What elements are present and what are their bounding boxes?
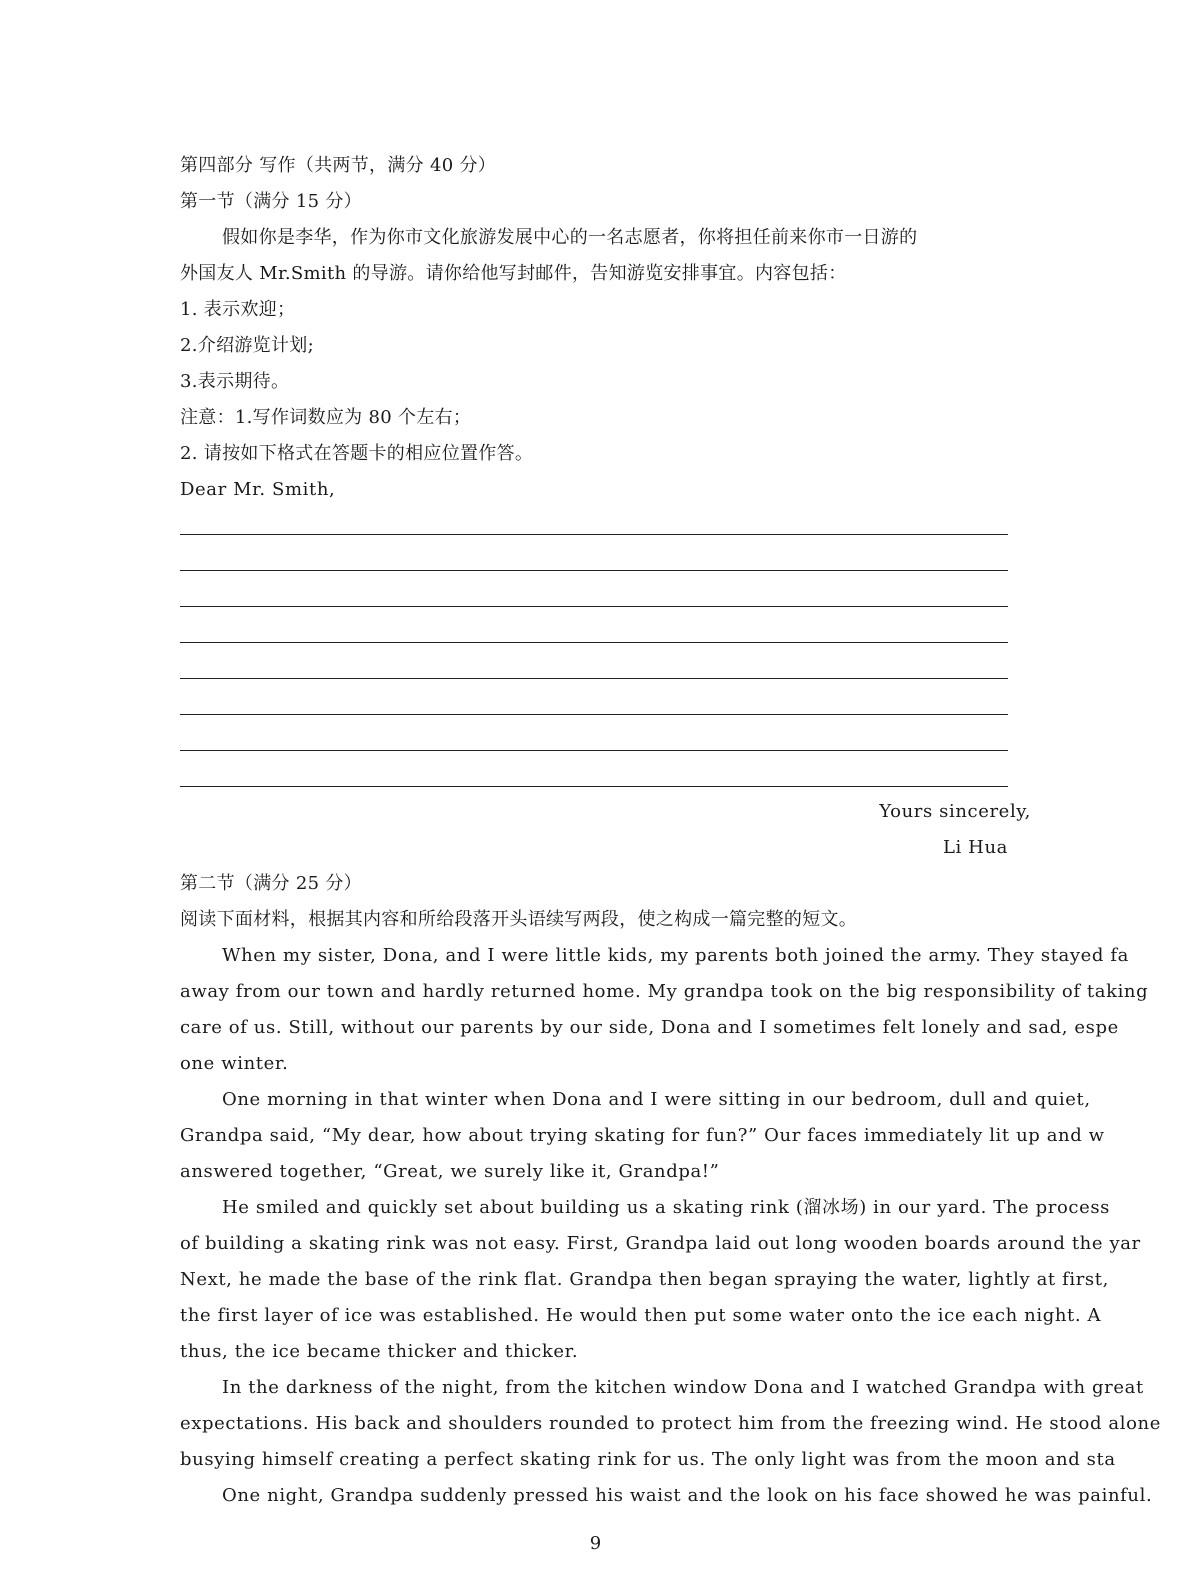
part-heading: 第四部分 写作（共两节，满分 40 分） [180, 155, 497, 176]
answer-line [180, 678, 1008, 679]
letter-closing: Yours sincerely, [879, 801, 1031, 822]
page-number: 9 [589, 1533, 602, 1554]
passage-line: care of us. Still, without our parents by our side, Dona and I sometimes felt lonely and sad, espe [180, 1017, 1119, 1038]
section2-heading: 第二节（满分 25 分） [180, 873, 362, 894]
prompt-line-2: 外国友人 Mr.Smith 的导游。请你给他写封邮件，告知游览安排事宜。内容包括： [180, 263, 847, 284]
passage-line: One night, Grandpa suddenly pressed his waist and the look on his face showed he was painful. [222, 1485, 1153, 1506]
note-2: 2. 请按如下格式在答题卡的相应位置作答。 [180, 443, 534, 464]
passage-line: away from our town and hardly returned home. My grandpa took on the big responsibility of taking [180, 981, 1149, 1002]
answer-line [180, 750, 1008, 751]
passage-line: of building a skating rink was not easy. First, Grandpa laid out long wooden boards around the yar [180, 1233, 1141, 1254]
note-1: 注意：1.写作词数应为 80 个左右； [180, 407, 472, 428]
passage-line: When my sister, Dona, and I were little kids, my parents both joined the army. They stayed fa [222, 945, 1129, 966]
passage-line: One morning in that winter when Dona and I were sitting in our bedroom, dull and quiet, [222, 1089, 1091, 1110]
section1-heading: 第一节（满分 15 分） [180, 191, 362, 212]
content-item-3: 3.表示期待。 [180, 371, 290, 392]
passage-line: Grandpa said, “My dear, how about trying skating for fun?” Our faces immediately lit up and w [180, 1125, 1105, 1146]
passage-line: In the darkness of the night, from the kitchen window Dona and I watched Grandpa with great [222, 1377, 1144, 1398]
passage-line: the first layer of ice was established. He would then put some water onto the ice each night. A [180, 1305, 1102, 1326]
answer-line [180, 786, 1008, 787]
content-item-2: 2.介绍游览计划; [180, 335, 314, 356]
answer-line [180, 714, 1008, 715]
passage-line: Next, he made the base of the rink flat. Grandpa then began spraying the water, lightly at first, [180, 1269, 1109, 1290]
answer-line [180, 606, 1008, 607]
prompt-line-1: 假如你是李华，作为你市文化旅游发展中心的一名志愿者，你将担任前来你市一日游的 [222, 227, 918, 248]
answer-line [180, 642, 1008, 643]
answer-line [180, 534, 1008, 535]
section2-instruction: 阅读下面材料，根据其内容和所给段落开头语续写两段，使之构成一篇完整的短文。 [180, 909, 858, 930]
passage-line: expectations. His back and shoulders rounded to protect him from the freezing wind. He stood alone [180, 1413, 1161, 1434]
passage-line: thus, the ice became thicker and thicker. [180, 1341, 579, 1362]
passage-line: He smiled and quickly set about building us a skating rink (溜冰场) in our yard. The process [222, 1197, 1110, 1218]
passage-line: one winter. [180, 1053, 289, 1074]
letter-signature: Li Hua [942, 837, 1008, 858]
passage-line: busying himself creating a perfect skating rink for us. The only light was from the moon and sta [180, 1449, 1116, 1470]
passage-line: answered together, “Great, we surely like it, Grandpa!” [180, 1161, 720, 1182]
content-item-1: 1. 表示欢迎； [180, 299, 296, 320]
answer-line [180, 570, 1008, 571]
letter-greeting: Dear Mr. Smith, [180, 479, 336, 500]
